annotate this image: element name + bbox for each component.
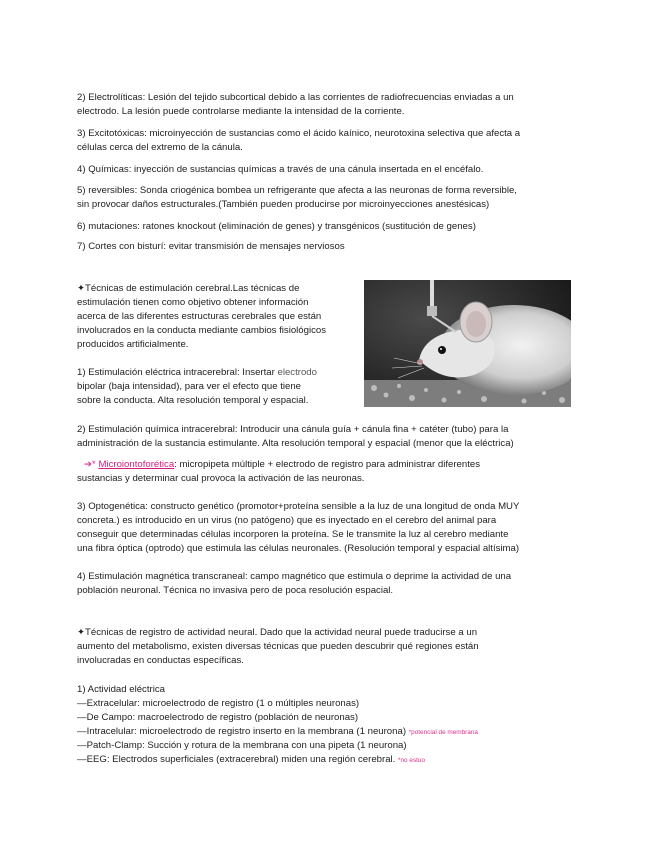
- lesion-excitotoxic-line2: células cerca del extremo de la cánula.: [77, 142, 243, 153]
- rat-electrode-photo: [364, 280, 571, 407]
- stim-intro-line2: estimulación tienen como objetivo obtener información: [77, 297, 309, 308]
- lesion-excitotoxic-line1: 3) Excitotóxicas: microinyección de sustancias como el ácido kaínico, neurotoxina selectiva que afecta a: [77, 128, 521, 139]
- stim-tms-line2: población neuronal. Técnica no invasiva pero de poca resolución espacial.: [77, 585, 394, 596]
- record-extracellular: —Extracelular: microelectrodo de registro (1 o múltiples neuronas): [77, 698, 360, 709]
- eeg-note: *no estuo: [398, 757, 426, 764]
- stim-electric-line2: bipolar (baja intensidad), para ver el efecto que tiene: [77, 381, 301, 392]
- record-intro-line3: involucradas en conductas específicas.: [77, 655, 244, 666]
- record-patch-clamp: —Patch-Clamp: Succión y rotura de la membrana con una pipeta (1 neurona): [77, 740, 407, 751]
- stim-chemical-line1: 2) Estimulación química intracerebral: Introducir una cánula guía + cánula fina + catéter (tubo) para la: [77, 424, 509, 435]
- stim-intro-line1: ✦Técnicas de estimulación cerebral.Las técnicas de: [77, 283, 300, 294]
- lesion-chemical: 4) Químicas: inyección de sustancias químicas a través de una cánula insertada en el encéfalo.: [77, 164, 484, 175]
- stim-electric-line1: 1) Estimulación eléctrica intracerebral: Insertar electrodo: [77, 367, 317, 378]
- stim-optogenetic-line2: concreta.) es introducido en un virus (no patógeno) que es inyectado en el cerebro del animal para: [77, 515, 497, 526]
- record-intracellular: —Intracelular: microelectrodo de registro inserto en la membrana (1 neurona) *potencial de membrana: [77, 726, 478, 737]
- record-eeg: —EEG: Electrodos superficiales (extracerebral) miden una región cerebral. *no estuo: [77, 754, 426, 765]
- record-intro-line1: ✦Técnicas de registro de actividad neural. Dado que la actividad neural puede traducirse a un: [77, 627, 478, 638]
- stim-optogenetic-line4: una fibra óptica (optrodo) que estimula las células neuronales. (Resolución temporal y espacial altísima): [77, 543, 520, 554]
- stim-chemical-line2: administración de la sustancia estimulante. Alta resolución temporal y espacial (menor que la eléctrica): [77, 438, 514, 449]
- lesion-electrolytic-line1: 2) Electrolíticas: Lesión del tejido subcortical debido a las corrientes de radiofrecuencias enviadas a un: [77, 92, 514, 103]
- stim-microiontophoretic-line1: ➔* Microiontoforética: micropipeta múltiple + electrodo de registro para administrar diferentes: [84, 459, 480, 470]
- record-intro-line2: aumento del metabolismo, existen diversas técnicas que pueden descubrir qué regiones están: [77, 641, 479, 652]
- stim-intro-line3: acerca de las diferentes estructuras cerebrales que están: [77, 311, 322, 322]
- lesion-reversible-line1: 5) reversibles: Sonda criogénica bombea un refrigerante que afecta a las neuronas de forma reversible,: [77, 185, 517, 196]
- stim-intro-line4: involucrados en la conducta mediante cambios fisiológicos: [77, 325, 327, 336]
- record-electrical-heading: 1) Actividad eléctrica: [77, 684, 165, 695]
- arrow-icon: ➔*: [84, 459, 96, 470]
- lesion-scalpel: 7) Cortes con bisturí: evitar transmisión de mensajes nerviosos: [77, 241, 345, 252]
- membrane-potential-note: *potencial de membrana: [408, 729, 478, 736]
- microiontophoretic-link[interactable]: Microiontoforética: [98, 459, 175, 470]
- rat-illustration: [364, 280, 571, 407]
- lesion-mutations: 6) mutaciones: ratones knockout (eliminación de genes) y transgénicos (sustitución de genes): [77, 221, 476, 232]
- stim-optogenetic-line3: conseguir que determinadas células incorporen la proteína. Se le transmite la luz al cerebro mediante: [77, 529, 509, 540]
- lesion-reversible-line2: sin provocar daños estructurales.(También pueden producirse por microinyecciones anestésicas): [77, 199, 490, 210]
- stim-optogenetic-line1: 3) Optogenética: constructo genético (promotor+proteína sensible a la luz de una longitud de onda MUY: [77, 501, 520, 512]
- stim-intro-line5: producidos artificialmente.: [77, 339, 189, 350]
- stim-electric-line3: sobre la conducta. Alta resolución temporal y espacial.: [77, 395, 309, 406]
- stim-tms-line1: 4) Estimulación magnética transcraneal: campo magnético que estimula o deprime la actividad de una: [77, 571, 512, 582]
- stim-microiontophoretic-line2: sustancias y determinar cual provoca la activación de las neuronas.: [77, 473, 365, 484]
- lesion-electrolytic-line2: electrodo. La lesión puede controlarse mediante la intensidad de la corriente.: [77, 106, 405, 117]
- record-field: —De Campo: macroelectrodo de registro (población de neuronas): [77, 712, 359, 723]
